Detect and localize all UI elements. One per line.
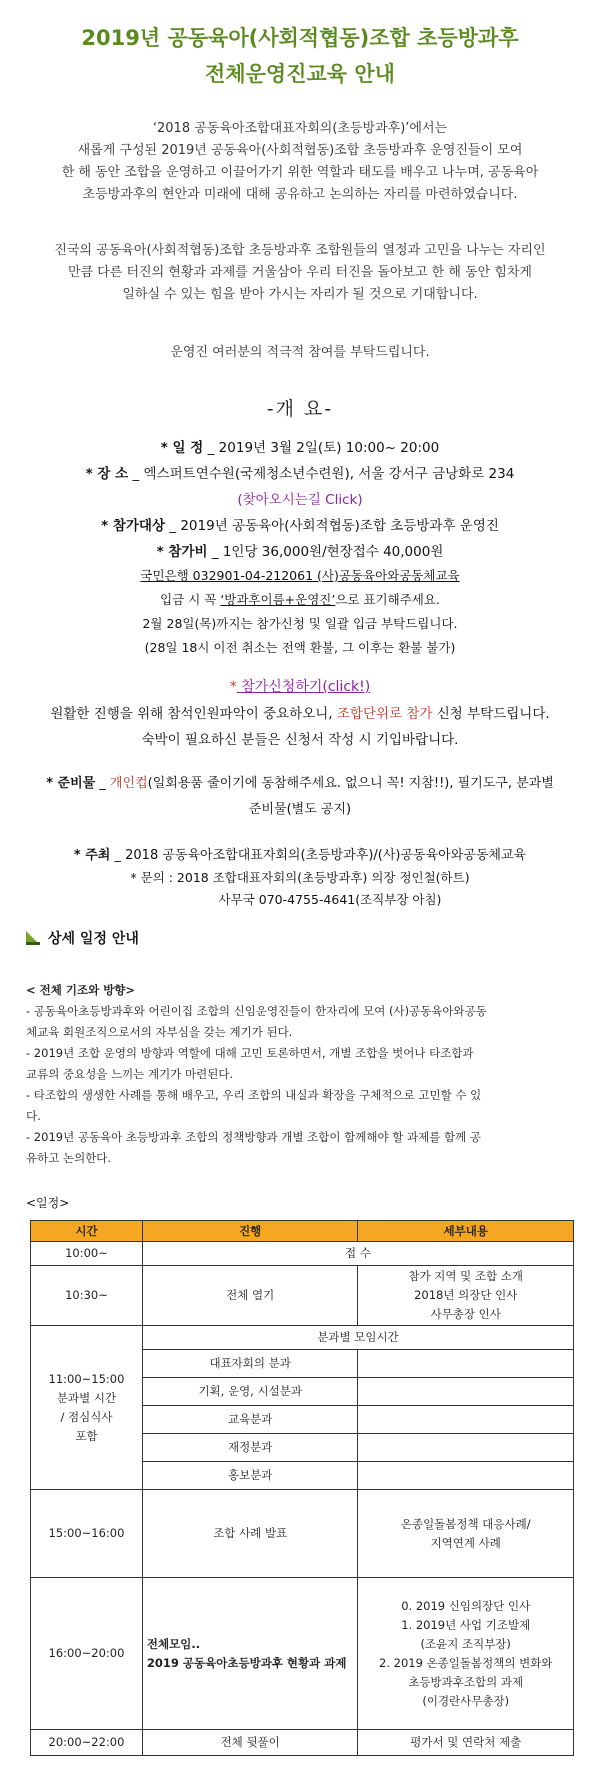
host-row — [0, 844, 600, 863]
place-value: _ 엑스퍼트연수원(국제청소년수련원), 서울 강서구 금낭화로 234 — [132, 466, 515, 482]
program-cell: 전체 열기 — [142, 1266, 358, 1326]
detail-line: 1. 2019년 사업 기조발제 — [401, 1617, 531, 1632]
detail-line: 온종일돌봄정책 대응사례/ — [400, 1516, 531, 1531]
time-cell: 20:00~22:00 — [31, 1730, 143, 1756]
directions-link[interactable]: (찾아오시는길 Click) — [237, 492, 363, 508]
time-line: 11:00~15:00 — [48, 1371, 125, 1386]
program-cell — [142, 1578, 358, 1730]
intro-paragraph-2 — [20, 240, 580, 306]
intro-line: 일하실 수 있는 힘을 받아 가시는 자리가 될 것으로 기대합니다. — [122, 287, 478, 302]
bank-account — [0, 566, 600, 584]
time-line: / 점심식사 — [60, 1409, 113, 1424]
apply-star: * — [229, 679, 237, 695]
detail-line: (조윤지 조직부장) — [420, 1636, 511, 1651]
schedule-table — [30, 1220, 574, 1756]
place-label: * 장 소 — [85, 466, 129, 482]
intro-line: 만큼 다른 터진의 현황과 과제를 거울삼아 우리 터진을 돌아보고 한 해 동안 힘차게 — [67, 265, 532, 280]
basis-heading: < 전체 기조와 방향> — [26, 983, 136, 997]
prep-label: * 준비물 — [46, 776, 96, 791]
schedule-label: <일정> — [26, 1196, 70, 1210]
fee-value: _ 1인당 36,000원/현장접수 40,000원 — [211, 544, 444, 560]
prep-cup: 개인컵 — [109, 776, 148, 791]
deposit-note-pre: 입금 시 꼭 — [160, 592, 221, 607]
place-row — [0, 462, 600, 482]
time-cell: 10:30~ — [31, 1266, 143, 1326]
basis-line: 다. — [26, 1109, 41, 1123]
refund-note: (28일 18시 이전 취소는 전액 환불, 그 이후는 환불 불가) — [144, 640, 456, 655]
basis-line: - 타조합의 생생한 사례를 통해 배우고, 우리 조합의 내실과 확장을 구체적으로 고민할 수 있 — [26, 1088, 482, 1102]
date-row — [0, 436, 600, 456]
prep-row — [0, 772, 600, 791]
program-cell: 홍보분과 — [142, 1462, 358, 1490]
apply-note-post: 신청 부탁드립니다. — [432, 706, 550, 722]
table-row — [31, 1242, 574, 1266]
detail-cell — [358, 1406, 574, 1434]
time-line: 분과별 시간 — [56, 1390, 117, 1405]
detail-cell — [358, 1350, 574, 1378]
apply-note — [0, 702, 600, 722]
basis-line: - 2019년 공동육아 초등방과후 조합의 정책방향과 개별 조합이 함께해야 할 과제를 함께 공 — [26, 1130, 481, 1144]
table-row — [31, 1266, 574, 1326]
table-row — [31, 1730, 574, 1756]
detail-line: (이경란사무총장) — [422, 1693, 510, 1708]
table-row — [31, 1326, 574, 1350]
apply-note-pre: 원활한 진행을 위해 참석인원파악이 중요하오니, — [50, 706, 337, 722]
detail-cell — [358, 1378, 574, 1406]
apply-row — [0, 676, 600, 696]
fee-row — [0, 540, 600, 560]
deadline-note: 2월 28일(목)까지는 참가신청 및 일괄 입금 부탁드립니다. — [142, 616, 458, 631]
program-cell: 교육분과 — [142, 1406, 358, 1434]
apply-note-emphasis: 조합단위로 참가 — [336, 706, 433, 722]
host-value: _ 2018 공동육아조합대표자회의(초등방과후)/(사)공동육아와공동체교육 — [114, 848, 527, 863]
program-line: 전체모임.. — [146, 1636, 201, 1651]
triangle-icon — [26, 931, 40, 945]
intro-line: ‘2018 공동육아조합대표자회의(초등방과후)’에서는 — [152, 121, 448, 136]
merged-cell: 접 수 — [142, 1242, 573, 1266]
intro-line: 새롭게 구성된 2019년 공동육아(사회적협동)조합 초등방과후 운영진들이 모여 — [77, 143, 523, 158]
intro-paragraph-1 — [20, 118, 580, 206]
lodging-note: 숙박이 필요하신 분들은 신청서 작성 시 기입바랍니다. — [141, 732, 459, 748]
detail-cell — [358, 1462, 574, 1490]
apply-link[interactable]: 참가신청하기(click!) — [236, 679, 371, 695]
detail-line: 사무총장 인사 — [430, 1307, 501, 1321]
table-header-row — [31, 1221, 574, 1242]
basis-line: - 공동육아초등방과후와 어린이집 조합의 신임운영진들이 한자리에 모여 (사)공동육아와공동 — [26, 1004, 487, 1018]
table-row — [31, 1490, 574, 1578]
prep-value-2: 준비물(별도 공지) — [248, 802, 352, 817]
merged-cell: 분과별 모임시간 — [142, 1326, 573, 1350]
bank-account-text: 국민은행 032901-04-212061 (사)공동육아와공동체교육 — [140, 568, 460, 583]
detail-cell — [358, 1266, 574, 1326]
detail-line: 지역연계 사례 — [430, 1535, 501, 1550]
intro-line: 한 해 동안 조합을 운영하고 이끌어가기 위한 역할과 태도를 배우고 나누며, 공동육아 — [61, 165, 539, 180]
target-value: _ 2019년 공동육아(사회적협동)조합 초등방과후 운영진 — [169, 518, 499, 534]
time-cell: 16:00~20:00 — [31, 1578, 143, 1730]
page-title: 2019년 공동육아(사회적협동)조합 초등방과후 — [81, 26, 519, 50]
detail-line: 0. 2019 신임의장단 인사 — [401, 1598, 531, 1613]
basis-block — [26, 980, 576, 1169]
date-label: * 일 정 — [160, 440, 204, 456]
target-label: * 참가대상 — [101, 518, 165, 534]
basis-line: 교류의 중요성을 느끼는 계기가 마련된다. — [26, 1067, 234, 1081]
deposit-note — [0, 590, 600, 608]
detail-line: 2018년 의장단 인사 — [414, 1288, 518, 1302]
program-line: 2019 공동육아초등방과후 현황과 과제 — [146, 1655, 347, 1670]
deposit-note-emphasis: ‘방과후이름+운영진’ — [220, 592, 336, 607]
time-line: 포함 — [75, 1428, 98, 1443]
page-subtitle: 전체운영진교육 안내 — [205, 62, 395, 86]
header-time: 시간 — [31, 1221, 143, 1242]
program-cell: 조합 사례 발표 — [142, 1490, 358, 1578]
contact-line-2: 사무국 070-4755-4641(조직부장 아침) — [218, 892, 442, 907]
section-title: 상세 일정 안내 — [48, 931, 139, 947]
header-program: 진행 — [142, 1221, 358, 1242]
basis-line: 체교육 회원조직으로서의 자부심을 갖는 계기가 된다. — [26, 1025, 293, 1039]
deposit-note-post: 으로 표기해주세요. — [335, 592, 440, 607]
header-detail: 세부내용 — [358, 1221, 574, 1242]
host-label: * 주최 — [73, 848, 111, 863]
program-cell: 기획, 운영, 시설분과 — [142, 1378, 358, 1406]
prep-sep: _ — [95, 776, 110, 791]
target-row — [0, 514, 600, 534]
date-value: _ 2019년 3월 2일(토) 10:00~ 20:00 — [207, 440, 440, 456]
fee-label: * 참가비 — [156, 544, 208, 560]
detail-line: 2. 2019 온종일돌봄정책의 변화와 — [379, 1655, 553, 1670]
detail-cell — [358, 1578, 574, 1730]
program-cell: 대표자회의 분과 — [142, 1350, 358, 1378]
detail-cell — [358, 1434, 574, 1462]
time-cell — [31, 1326, 143, 1490]
contact-line-1: * 문의 : 2018 조합대표자회의(초등방과후) 의장 정인철(하트) — [130, 870, 470, 885]
time-cell: 15:00~16:00 — [31, 1490, 143, 1578]
detail-cell — [358, 1490, 574, 1578]
table-row — [31, 1578, 574, 1730]
program-cell: 전체 뒷풀이 — [142, 1730, 358, 1756]
detail-line: 초등방과후조합의 과제 — [408, 1674, 524, 1689]
intro-paragraph-3: 운영진 여러분의 적극적 참여를 부탁드립니다. — [170, 345, 430, 360]
intro-line: 초등방과후의 현안과 미래에 대해 공유하고 논의하는 자리를 마련하였습니다. — [82, 187, 518, 202]
program-cell: 재정분과 — [142, 1434, 358, 1462]
basis-line: 유하고 논의한다. — [26, 1151, 112, 1165]
overview-heading: -개 요- — [266, 398, 334, 420]
intro-line: 진국의 공동육아(사회적협동)조합 초등방과후 조합원들의 열정과 고민을 나누는 자리인 — [54, 243, 546, 258]
section-heading — [26, 928, 139, 948]
prep-value: (일회용품 줄이기에 동참해주세요. 없으니 꼭! 지참!!), 필기도구, 분과별 — [147, 776, 554, 791]
time-cell: 10:00~ — [31, 1242, 143, 1266]
basis-line: - 2019년 조합 운영의 방향과 역할에 대해 고민 토론하면서, 개별 조합을 벗어나 타조합과 — [26, 1046, 474, 1060]
detail-line: 참가 지역 및 조합 소개 — [408, 1269, 524, 1283]
detail-cell: 평가서 및 연락처 제출 — [358, 1730, 574, 1756]
